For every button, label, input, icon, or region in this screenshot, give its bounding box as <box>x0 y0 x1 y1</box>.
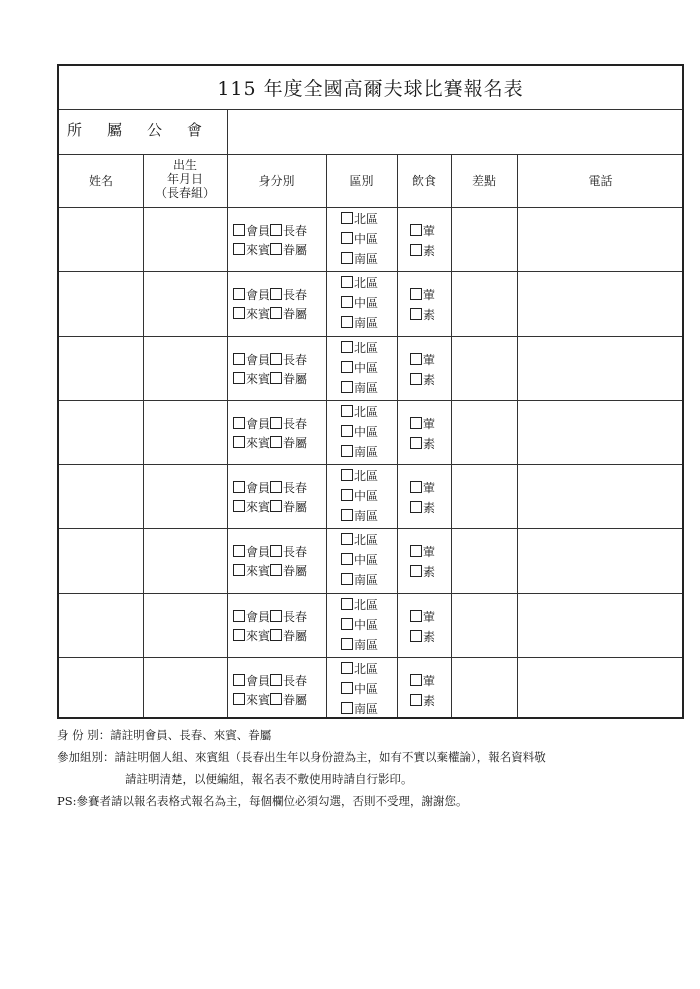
identity-option-label: 會員 <box>246 609 271 624</box>
identity-option-label: 來賓 <box>246 307 271 322</box>
name-cell[interactable] <box>59 207 143 271</box>
handicap-cell[interactable] <box>451 207 517 271</box>
diet-checkbox[interactable] <box>410 288 422 300</box>
diet-checkbox[interactable] <box>410 437 422 449</box>
region-checkbox[interactable] <box>341 469 353 481</box>
region-option-label: 中區 <box>354 553 379 568</box>
phone-cell[interactable] <box>517 207 684 271</box>
region-option-label: 中區 <box>354 617 379 632</box>
diet-options <box>410 221 435 261</box>
region-checkbox[interactable] <box>341 316 353 328</box>
identity-option-label: 長春 <box>283 288 308 303</box>
diet-checkbox[interactable] <box>410 545 422 557</box>
identity-checkbox[interactable] <box>270 481 282 493</box>
region-checkbox[interactable] <box>341 638 353 650</box>
region-option-label: 中區 <box>354 489 379 503</box>
identity-option-label: 長春 <box>283 545 308 560</box>
identity-option-label: 來賓 <box>246 628 271 643</box>
region-option-label: 北區 <box>354 533 379 548</box>
region-checkbox[interactable] <box>341 381 353 393</box>
name-cell[interactable] <box>59 528 143 592</box>
diet-option-label: 葷 <box>423 416 436 431</box>
handicap-cell[interactable] <box>451 464 517 528</box>
region-option-label: 南區 <box>354 252 379 266</box>
notes-section <box>57 724 546 812</box>
identity-checkbox[interactable] <box>270 436 282 448</box>
diet-options <box>410 350 435 390</box>
region-option-label: 中區 <box>354 424 379 439</box>
diet-options <box>410 414 435 454</box>
identity-option-label: 長春 <box>283 352 308 367</box>
region-checkbox[interactable] <box>341 662 353 674</box>
region-option-label: 南區 <box>354 573 379 588</box>
region-option-label: 北區 <box>354 276 379 291</box>
identity-option-label: 長春 <box>283 224 308 238</box>
header-name: 姓名 <box>88 174 113 188</box>
identity-checkbox[interactable] <box>233 224 245 236</box>
region-option-label: 北區 <box>354 212 379 226</box>
divider <box>517 154 518 717</box>
diet-checkbox[interactable] <box>410 224 422 236</box>
region-checkbox[interactable] <box>341 598 353 610</box>
region-options <box>341 530 378 590</box>
region-option-label: 南區 <box>354 316 379 331</box>
region-checkbox[interactable] <box>341 533 353 545</box>
identity-option-label: 會員 <box>246 481 271 495</box>
birth-cell[interactable] <box>143 336 227 400</box>
identity-options <box>233 673 307 711</box>
header-identity: 身分別 <box>258 174 295 188</box>
divider <box>59 154 682 155</box>
birth-cell[interactable] <box>143 400 227 464</box>
identity-checkbox[interactable] <box>233 288 245 300</box>
handicap-cell[interactable] <box>451 400 517 464</box>
diet-option-label: 素 <box>423 629 436 644</box>
identity-checkbox[interactable] <box>233 674 245 686</box>
name-cell[interactable] <box>59 657 143 721</box>
form-title: 115 年度全國高爾夫球比賽報名表 <box>217 78 524 100</box>
identity-option-label: 來賓 <box>246 371 271 386</box>
birth-cell[interactable] <box>143 207 227 271</box>
diet-options <box>410 542 435 582</box>
identity-option-label: 來賓 <box>246 435 271 450</box>
identity-checkbox[interactable] <box>270 500 282 512</box>
region-checkbox[interactable] <box>341 553 353 565</box>
region-checkbox[interactable] <box>341 509 353 521</box>
diet-checkbox[interactable] <box>410 630 422 642</box>
identity-options <box>233 416 307 454</box>
region-option-label: 南區 <box>354 380 379 395</box>
identity-options <box>233 352 307 390</box>
identity-option-label: 眷屬 <box>283 564 308 579</box>
diet-option-label: 葷 <box>423 673 436 688</box>
identity-checkbox[interactable] <box>233 372 245 384</box>
identity-checkbox[interactable] <box>270 629 282 641</box>
divider <box>59 109 682 110</box>
identity-checkbox[interactable] <box>233 545 245 557</box>
phone-cell[interactable] <box>517 271 684 335</box>
region-options <box>341 659 378 719</box>
diet-option-label: 素 <box>423 372 436 387</box>
birth-cell[interactable] <box>143 657 227 721</box>
phone-cell[interactable] <box>517 528 684 592</box>
affiliation-label <box>67 119 227 140</box>
diet-checkbox[interactable] <box>410 674 422 686</box>
identity-option-label: 眷屬 <box>283 500 308 514</box>
diet-option-label: 葷 <box>423 352 436 367</box>
diet-checkbox[interactable] <box>410 565 422 577</box>
diet-options <box>410 607 435 647</box>
region-option-label: 南區 <box>354 509 379 523</box>
name-cell[interactable] <box>59 400 143 464</box>
identity-checkbox[interactable] <box>233 243 245 255</box>
identity-option-label: 長春 <box>283 416 308 431</box>
region-option-label: 南區 <box>354 637 379 652</box>
diet-option-label: 葷 <box>423 545 436 560</box>
diet-checkbox[interactable] <box>410 610 422 622</box>
identity-option-label: 來賓 <box>246 243 271 257</box>
identity-checkbox[interactable] <box>233 436 245 448</box>
affiliation-char: 會 <box>187 121 203 139</box>
region-checkbox[interactable] <box>341 618 353 630</box>
identity-option-label: 眷屬 <box>283 692 308 707</box>
diet-checkbox[interactable] <box>410 417 422 429</box>
identity-checkbox[interactable] <box>270 224 282 236</box>
identity-option-label: 眷屬 <box>283 307 308 322</box>
birth-cell[interactable] <box>143 528 227 592</box>
diet-option-label: 素 <box>423 693 436 708</box>
identity-checkbox[interactable] <box>233 500 245 512</box>
birth-cell[interactable] <box>143 593 227 657</box>
identity-checkbox[interactable] <box>270 417 282 429</box>
identity-checkbox[interactable] <box>270 353 282 365</box>
region-checkbox[interactable] <box>341 702 353 714</box>
diet-checkbox[interactable] <box>410 373 422 385</box>
region-option-label: 中區 <box>354 296 379 311</box>
identity-checkbox[interactable] <box>233 417 245 429</box>
identity-checkbox[interactable] <box>270 564 282 576</box>
region-option-label: 南區 <box>354 701 379 716</box>
name-cell[interactable] <box>59 336 143 400</box>
region-checkbox[interactable] <box>341 212 353 224</box>
identity-option-label: 會員 <box>246 288 271 303</box>
note-group-continued: 請註明清楚，以便編組，報名表不敷使用時請自行影印。 <box>125 772 413 786</box>
identity-option-label: 眷屬 <box>283 371 308 386</box>
diet-option-label: 葷 <box>423 481 436 495</box>
handicap-cell[interactable] <box>451 336 517 400</box>
region-option-label: 北區 <box>354 661 379 676</box>
identity-option-label: 會員 <box>246 352 271 367</box>
identity-checkbox[interactable] <box>233 353 245 365</box>
identity-checkbox[interactable] <box>233 307 245 319</box>
identity-option-label: 會員 <box>246 673 271 688</box>
identity-checkbox[interactable] <box>233 564 245 576</box>
identity-options <box>233 287 307 325</box>
note-ps: PS:參賽者請以報名表格式報名為主，每個欄位必須勾選，否則不受理，謝謝您。 <box>57 794 468 808</box>
diet-option-label: 素 <box>423 565 436 580</box>
identity-option-label: 會員 <box>246 224 271 238</box>
identity-options <box>233 609 307 647</box>
identity-option-label: 會員 <box>246 416 271 431</box>
identity-checkbox[interactable] <box>270 243 282 255</box>
region-checkbox[interactable] <box>341 296 353 308</box>
region-option-label: 北區 <box>354 340 379 355</box>
identity-option-label: 來賓 <box>246 500 271 514</box>
affiliation-char: 所 <box>67 121 83 139</box>
identity-checkbox[interactable] <box>270 674 282 686</box>
identity-checkbox[interactable] <box>233 610 245 622</box>
region-checkbox[interactable] <box>341 682 353 694</box>
identity-options <box>233 223 307 261</box>
region-options <box>341 209 378 269</box>
identity-checkbox[interactable] <box>270 307 282 319</box>
region-options <box>341 466 378 526</box>
note-group: 參加組別：請註明個人組、來賓組（長春出生年以身份證為主，如有不實以棄權論），報名資料敬 <box>57 750 546 764</box>
region-checkbox[interactable] <box>341 361 353 373</box>
identity-option-label: 會員 <box>246 545 271 560</box>
diet-checkbox[interactable] <box>410 481 422 493</box>
identity-option-label: 來賓 <box>246 564 271 579</box>
diet-option-label: 葷 <box>423 224 436 238</box>
identity-option-label: 長春 <box>283 609 308 624</box>
region-option-label: 北區 <box>354 404 379 419</box>
divider <box>143 154 144 717</box>
identity-checkbox[interactable] <box>270 693 282 705</box>
handicap-cell[interactable] <box>451 271 517 335</box>
region-options <box>341 273 378 333</box>
identity-options <box>233 544 307 582</box>
handicap-cell[interactable] <box>451 657 517 721</box>
birth-cell[interactable] <box>143 271 227 335</box>
phone-cell[interactable] <box>517 400 684 464</box>
phone-cell[interactable] <box>517 336 684 400</box>
divider <box>326 154 327 717</box>
region-option-label: 南區 <box>354 444 379 459</box>
phone-cell[interactable] <box>517 657 684 721</box>
affiliation-char: 公 <box>147 121 163 139</box>
name-cell[interactable] <box>59 593 143 657</box>
diet-options <box>410 478 435 518</box>
divider <box>227 154 228 717</box>
header-diet: 飲食 <box>411 174 436 188</box>
diet-checkbox[interactable] <box>410 244 422 256</box>
identity-checkbox[interactable] <box>233 693 245 705</box>
identity-checkbox[interactable] <box>270 545 282 557</box>
identity-checkbox[interactable] <box>270 610 282 622</box>
header-region: 區別 <box>349 174 374 188</box>
divider <box>451 154 452 717</box>
region-option-label: 中區 <box>354 681 379 696</box>
region-checkbox[interactable] <box>341 573 353 585</box>
diet-checkbox[interactable] <box>410 308 422 320</box>
region-checkbox[interactable] <box>341 232 353 244</box>
region-options <box>341 595 378 655</box>
region-option-label: 北區 <box>354 597 379 612</box>
identity-checkbox[interactable] <box>270 288 282 300</box>
note-identity: 身 份 別：請註明會員、長春、來賓、眷屬 <box>57 728 272 742</box>
diet-option-label: 素 <box>423 244 436 258</box>
identity-checkbox[interactable] <box>233 481 245 493</box>
diet-option-label: 素 <box>423 308 436 323</box>
identity-option-label: 長春 <box>283 673 308 688</box>
registration-form-table <box>57 64 684 719</box>
name-cell[interactable] <box>59 271 143 335</box>
region-checkbox[interactable] <box>341 276 353 288</box>
phone-cell[interactable] <box>517 593 684 657</box>
diet-options <box>410 671 435 711</box>
divider <box>397 154 398 717</box>
region-checkbox[interactable] <box>341 405 353 417</box>
region-checkbox[interactable] <box>341 489 353 501</box>
diet-checkbox[interactable] <box>410 501 422 513</box>
diet-checkbox[interactable] <box>410 694 422 706</box>
phone-cell[interactable] <box>517 464 684 528</box>
identity-checkbox[interactable] <box>233 629 245 641</box>
region-option-label: 中區 <box>354 360 379 375</box>
handicap-cell[interactable] <box>451 593 517 657</box>
header-phone: 電話 <box>588 174 613 188</box>
identity-option-label: 眷屬 <box>283 435 308 450</box>
identity-options <box>233 480 307 518</box>
region-checkbox[interactable] <box>341 341 353 353</box>
region-checkbox[interactable] <box>341 252 353 264</box>
diet-option-label: 葷 <box>423 609 436 624</box>
identity-option-label: 眷屬 <box>283 628 308 643</box>
region-options <box>341 402 378 462</box>
header-birth: 出生 年月日 （長春組） <box>154 158 215 200</box>
affiliation-char: 屬 <box>107 121 123 139</box>
identity-option-label: 來賓 <box>246 692 271 707</box>
diet-option-label: 葷 <box>423 288 436 303</box>
divider <box>227 109 228 154</box>
diet-checkbox[interactable] <box>410 353 422 365</box>
header-handicap: 差點 <box>471 174 496 188</box>
diet-option-label: 素 <box>423 436 436 451</box>
region-checkbox[interactable] <box>341 445 353 457</box>
handicap-cell[interactable] <box>451 528 517 592</box>
name-cell[interactable] <box>59 464 143 528</box>
identity-checkbox[interactable] <box>270 372 282 384</box>
diet-options <box>410 285 435 325</box>
region-option-label: 中區 <box>354 232 379 246</box>
region-checkbox[interactable] <box>341 425 353 437</box>
identity-option-label: 眷屬 <box>283 243 308 257</box>
birth-cell[interactable] <box>143 464 227 528</box>
identity-option-label: 長春 <box>283 481 308 495</box>
region-option-label: 北區 <box>354 469 379 483</box>
diet-option-label: 素 <box>423 501 436 515</box>
region-options <box>341 338 378 398</box>
